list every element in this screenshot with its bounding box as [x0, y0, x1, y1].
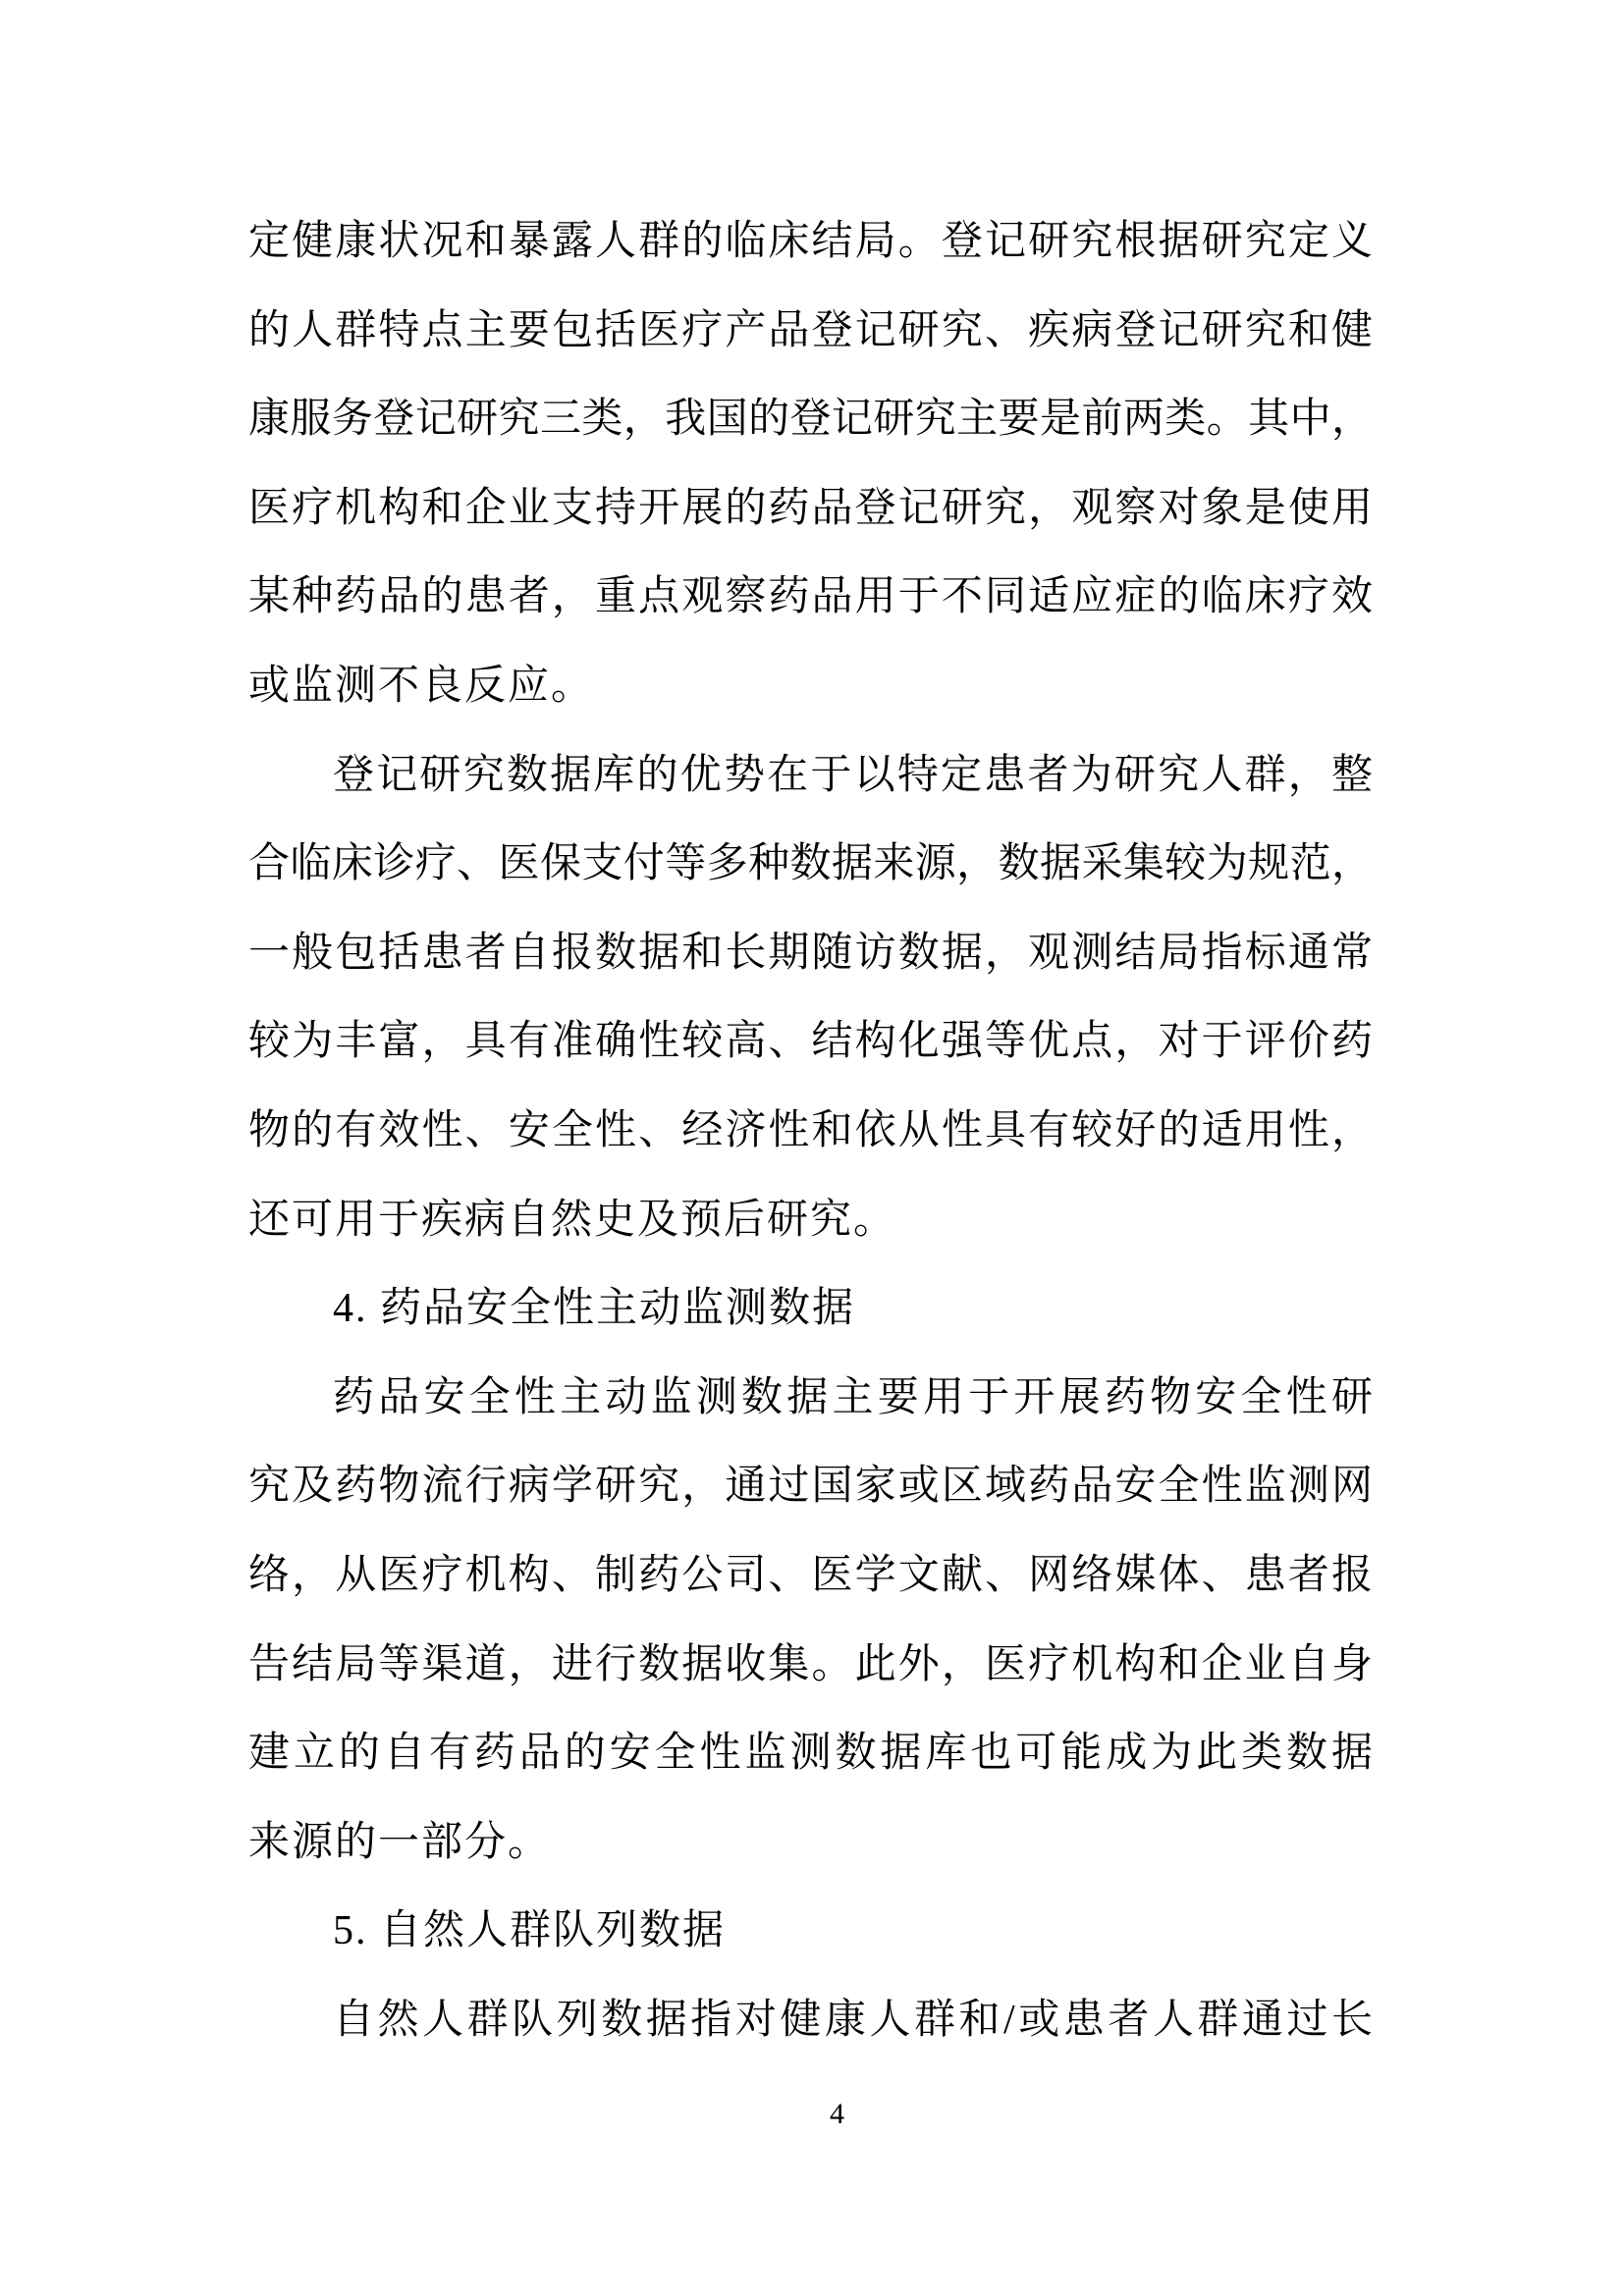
text-line: 5. 自然人群队列数据 — [333, 1908, 727, 1954]
text-line: 来源的一部分。 — [248, 1819, 552, 1865]
text-line: 的人群特点主要包括医疗产品登记研究、疾病登记研究和健 — [248, 307, 1373, 353]
text-line: 还可用于疾病自然史及预后研究。 — [248, 1197, 897, 1243]
text-line: 合临床诊疗、医保支付等多种数据来源，数据采集较为规范， — [248, 841, 1373, 887]
text-line: 4. 药品安全性主动监测数据 — [333, 1286, 856, 1332]
text-line: 药品安全性主动监测数据主要用于开展药物安全性研 — [333, 1374, 1373, 1420]
document-body — [248, 197, 1373, 2064]
text-line: 一般包括患者自报数据和长期随访数据，观测结局指标通常 — [248, 930, 1373, 976]
text-line: 究及药物流行病学研究，通过国家或区域药品安全性监测网 — [248, 1464, 1373, 1510]
text-line: 定健康状况和暴露人群的临床结局。登记研究根据研究定义 — [248, 219, 1373, 264]
text-line: 络，从医疗机构、制药公司、医学文献、网络媒体、患者报 — [248, 1552, 1373, 1598]
text-line: 某种药品的患者，重点观察药品用于不同适应症的临床疗效 — [248, 574, 1373, 620]
text-line: 物的有效性、安全性、经济性和依从性具有较好的适用性， — [248, 1107, 1373, 1153]
text-line: 建立的自有药品的安全性监测数据库也可能成为此类数据 — [248, 1731, 1373, 1777]
text-line: 康服务登记研究三类，我国的登记研究主要是前两类。其中， — [248, 397, 1373, 443]
text-line: 较为丰富，具有准确性较高、结构化强等优点，对于评价药 — [248, 1019, 1373, 1065]
text-line: 告结局等渠道，进行数据收集。此外，医疗机构和企业自身 — [248, 1641, 1373, 1687]
text-line: 登记研究数据库的优势在于以特定患者为研究人群，整 — [333, 752, 1373, 798]
text-line: 自然人群队列数据指对健康人群和/或患者人群通过长 — [333, 1997, 1373, 2043]
text-line: 医疗机构和企业支持开展的药品登记研究，观察对象是使用 — [248, 485, 1373, 531]
text-line: 或监测不良反应。 — [248, 663, 595, 709]
page-number: 4 — [830, 2098, 844, 2130]
